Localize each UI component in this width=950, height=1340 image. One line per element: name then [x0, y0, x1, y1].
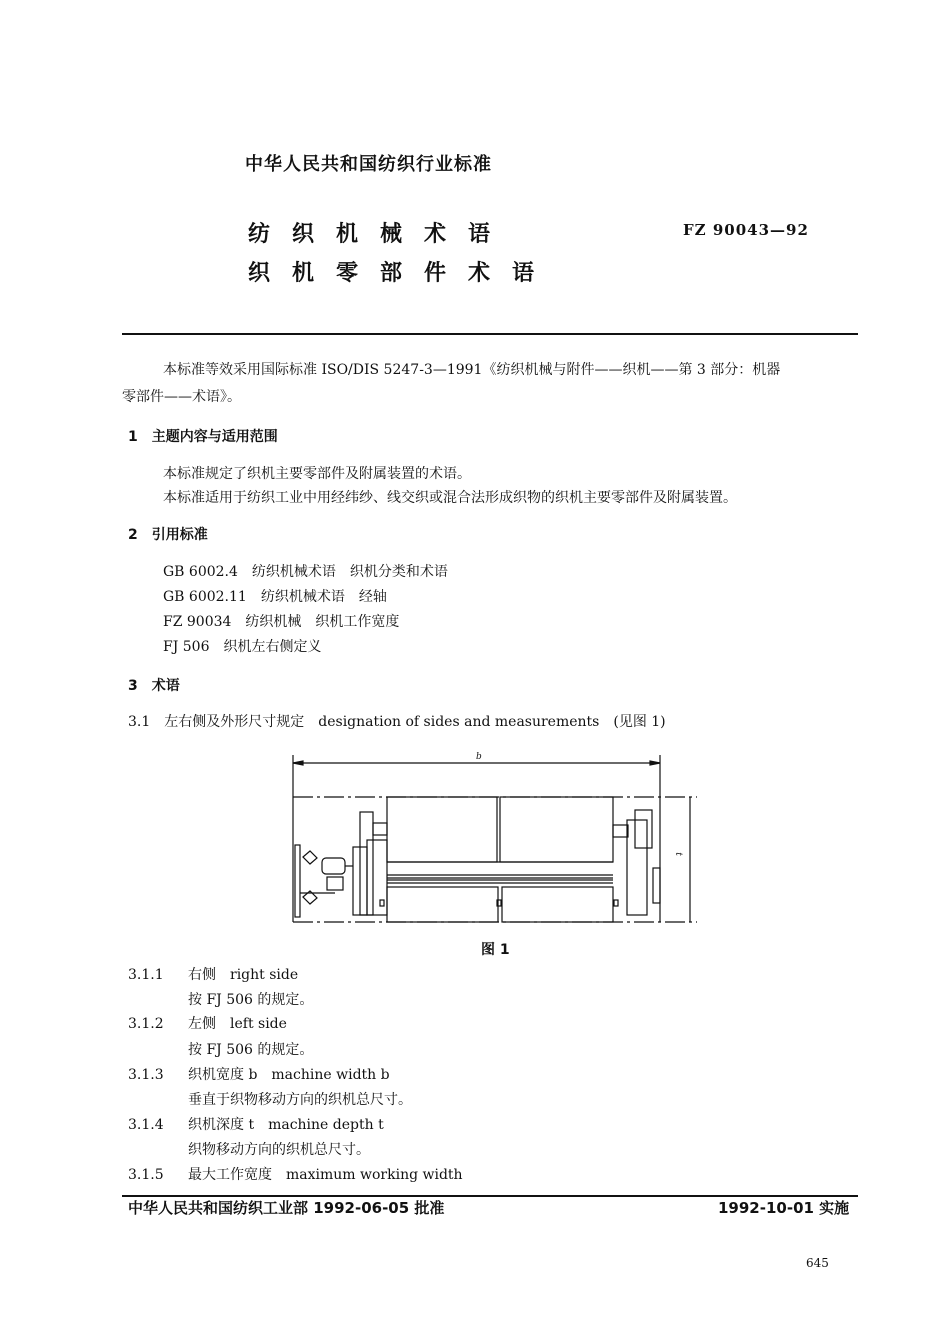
doc-title-line2: 织机零部件术语	[248, 261, 557, 286]
reference-item: GB 6002.11 纺织机械术语 经轴	[163, 589, 387, 605]
term-definition: 织物移动方向的织机总尺寸。	[188, 1142, 370, 1158]
section-3-heading: 3 术语	[128, 678, 180, 694]
term-number: 3.1.4	[128, 1117, 164, 1133]
org-title: 中华人民共和国纺织行业标准	[245, 154, 492, 175]
term-name: 右侧 right side	[188, 967, 299, 983]
footer-rule	[122, 1195, 858, 1197]
doc-title-line1: 纺织机械术语	[248, 222, 513, 247]
term-definition: 按 FJ 506 的规定。	[188, 992, 314, 1008]
term-name: 织机深度 t machine depth t	[188, 1117, 384, 1133]
reference-item: GB 6002.4 纺织机械术语 织机分类和术语	[163, 564, 448, 580]
dimension-b-label: b	[476, 752, 482, 762]
intro-line2: 零部件——术语》。	[122, 389, 241, 405]
intro-line1: 本标准等效采用国际标准 ISO/DIS 5247-3—1991《纺织机械与附件——织机——第 3 部分：机器	[163, 362, 781, 378]
figure-1-loom-diagram	[280, 740, 700, 940]
page-number: 645	[806, 1256, 829, 1270]
approval-date: 中华人民共和国纺织工业部 1992-06-05 批准	[128, 1199, 445, 1217]
clause-3-1: 3.1 左右侧及外形尺寸规定 designation of sides and measurements (见图 1)	[128, 714, 666, 730]
term-definition: 按 FJ 506 的规定。	[188, 1042, 314, 1058]
effective-date: 1992-10-01 实施	[718, 1199, 850, 1217]
section-1-p2: 本标准适用于纺织工业中用经纬纱、线交织或混合法形成织物的织机主要零部件及附属装置。	[163, 490, 737, 506]
section-1-heading: 1 主题内容与适用范围	[128, 429, 278, 445]
term-number: 3.1.1	[128, 967, 164, 983]
standard-code: FZ 90043—92	[683, 221, 809, 239]
section-1-p1: 本标准规定了织机主要零部件及附属装置的术语。	[163, 466, 471, 482]
figure-caption: 图 1	[481, 942, 510, 958]
dimension-t-label: t	[672, 852, 683, 856]
term-name: 左侧 left side	[188, 1016, 287, 1032]
term-name: 织机宽度 b machine width b	[188, 1067, 390, 1083]
header-rule	[122, 333, 858, 335]
section-2-heading: 2 引用标准	[128, 527, 208, 543]
term-number: 3.1.3	[128, 1067, 164, 1083]
term-definition: 垂直于织物移动方向的织机总尺寸。	[188, 1092, 412, 1108]
reference-item: FZ 90034 纺织机械 织机工作宽度	[163, 614, 400, 630]
term-number: 3.1.5	[128, 1167, 164, 1183]
reference-item: FJ 506 织机左右侧定义	[163, 639, 322, 655]
term-name: 最大工作宽度 maximum working width	[188, 1167, 463, 1183]
term-number: 3.1.2	[128, 1016, 164, 1032]
